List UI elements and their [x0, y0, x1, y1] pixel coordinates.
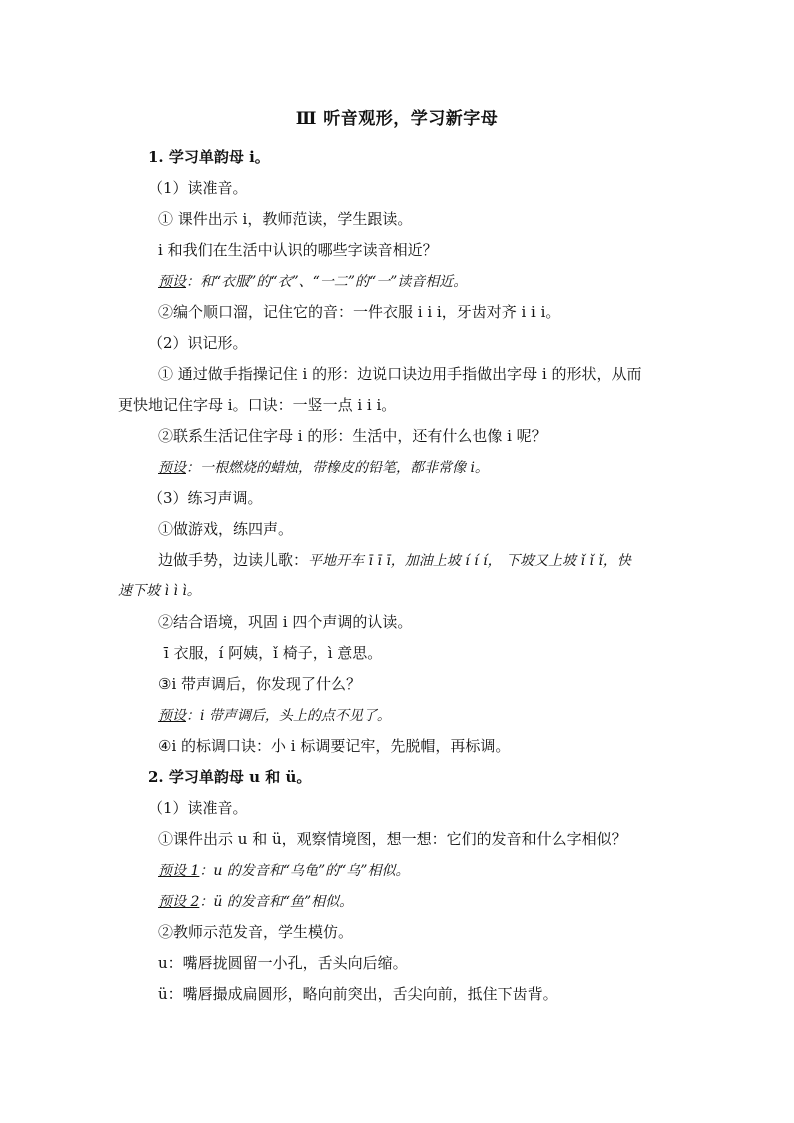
step-2-1-a: ①课件出示 u 和 ü，观察情境图，想一想：它们的发音和什么字相似？ [158, 830, 627, 848]
rhyme-text: 平地开车 ī ī ī，加油上坡 í í í， 下坡又上坡 ǐ ǐ ǐ，快 [308, 553, 631, 569]
step-1-3-a: ①做游戏，练四声。 [158, 520, 294, 538]
step-1-2-b: ②联系生活记住字母 i 的形：生活中，还有什么也像 i 呢？ [158, 427, 547, 445]
step-1-3-b-line2: 速下坡 ì ì ì。 [118, 583, 201, 599]
step-2-1: （1）读准音。 [148, 799, 248, 817]
preset-2 [158, 456, 489, 479]
preset-label: 预设 [158, 708, 186, 724]
step-2-1-b: ②教师示范发音，学生模仿。 [158, 923, 354, 941]
preset-text: ：i 带声调后，头上的点不见了。 [186, 708, 391, 724]
step-1-3-d: ī 衣服，í 阿姨，ǐ 椅子，ì 意思。 [164, 644, 383, 662]
preset-1 [158, 270, 467, 293]
preset-label: 预设 [158, 274, 186, 290]
preset-label: 预设 [158, 460, 186, 476]
preset-label: 预设 2 [158, 894, 200, 910]
step-1-2-a-line2: 更快地记住字母 i。口诀：一竖一点 i i i。 [118, 396, 397, 414]
page-title: Ⅲ 听音观形，学习新字母 [295, 109, 499, 129]
preset-5 [158, 890, 353, 913]
preset-4 [158, 859, 409, 882]
preset-text: ：ü 的发音和“鱼”相似。 [199, 894, 354, 910]
question-1: i 和我们在生活中认识的哪些字读音相近？ [158, 241, 438, 259]
step-2-1-d: ü：嘴唇撮成扁圆形，略向前突出，舌尖向前，抵住下齿背。 [158, 985, 558, 1003]
step-1-1-a: ① 课件出示 i，教师范读，学生跟读。 [158, 210, 413, 228]
step-1-2: （2）识记形。 [148, 334, 248, 352]
step-1-1: （1）读准音。 [148, 179, 248, 197]
step-1-3: （3）练习声调。 [148, 489, 263, 507]
step-1-2-a-line1: ① 通过做手指操记住 i 的形：边说口诀边用手指做出字母 i 的形状，从而 [158, 365, 642, 383]
step-1-3-c: ②结合语境，巩固 i 四个声调的认读。 [158, 613, 413, 631]
step-1-3-e: ③i 带声调后，你发现了什么？ [158, 675, 362, 693]
step-2-1-c: u：嘴唇拢圆留一小孔，舌头向后缩。 [158, 954, 408, 972]
section-1-heading: 1. 学习单韵母 i。 [148, 148, 270, 166]
step-1-1-b: ②编个顺口溜，记住它的音：一件衣服 i i i，牙齿对齐 i i i。 [158, 303, 561, 321]
preset-text: ：和“衣服”的“衣”、“一二”的“一”读音相近。 [186, 274, 468, 290]
preset-label: 预设 1 [158, 863, 200, 879]
step-1-3-b-line1 [158, 549, 631, 572]
preset-3 [158, 704, 391, 727]
step-1-3-f: ④i 的标调口诀：小 i 标调要记牢，先脱帽，再标调。 [158, 737, 511, 755]
section-2-heading: 2. 学习单韵母 u 和 ü。 [148, 768, 312, 786]
preset-text: ：一根燃烧的蜡烛，带橡皮的铅笔，都非常像 i。 [186, 460, 489, 476]
preset-text: ：u 的发音和“乌龟”的“乌”相似。 [199, 863, 410, 879]
rhyme-intro: 边做手势，边读儿歌： [158, 551, 309, 569]
